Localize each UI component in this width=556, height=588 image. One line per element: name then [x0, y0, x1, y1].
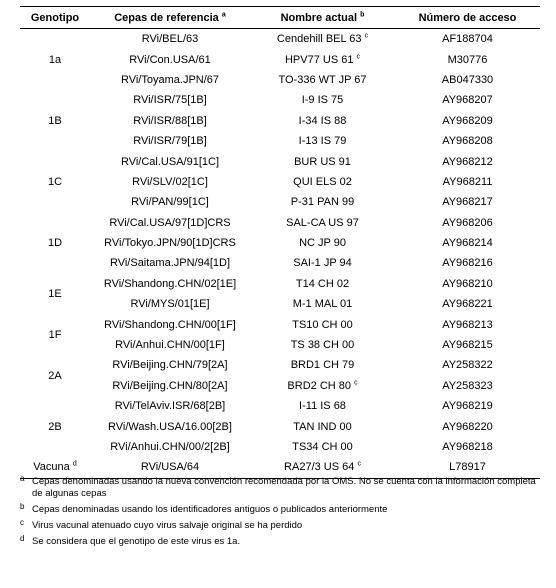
reference-strain-cell: RVi/SLV/02[1C]: [132, 175, 208, 188]
current-name-cell: [250, 90, 395, 110]
header-current-name: [250, 7, 395, 29]
footnote-text: Virus vacunal atenuado cuyo virus salvaje original se ha perdido: [32, 520, 303, 531]
current-name-text: QUI ELS 02: [293, 175, 352, 188]
footnote: [20, 476, 540, 500]
table-row: [20, 233, 540, 253]
current-name-text: TAN IND 00: [293, 420, 352, 433]
current-name-cell: [250, 111, 395, 131]
current-name-cell: [250, 70, 395, 90]
current-name-text: RA27/3 US 64: [284, 461, 355, 474]
reference-strain-cell: RVi/Tokyo.JPN/90[1D]CRS: [104, 237, 236, 250]
table-row: [20, 335, 540, 355]
table-row: [20, 192, 540, 212]
table-row: [20, 70, 540, 90]
table-row: [20, 416, 540, 436]
table-row: [20, 314, 540, 334]
reference-strain-cell: RVi/Wash.USA/16.00[2B]: [108, 420, 232, 433]
accession-number-cell: AY968215: [442, 339, 493, 352]
genotype-label: 2A: [48, 369, 62, 382]
current-name-text: SAL-CA US 97: [286, 216, 359, 229]
header-accession-label: Número de acceso: [418, 11, 517, 24]
accession-number-cell: AY968219: [442, 400, 493, 413]
table-row: [20, 29, 540, 50]
reference-strain-cell: RVi/Toyama.JPN/67: [120, 73, 220, 86]
genotype-label: 1F: [48, 328, 62, 341]
current-name-cell: [250, 49, 395, 69]
genotype-label: 1B: [48, 114, 62, 127]
current-name-text: SAI-1 JP 94: [293, 257, 352, 270]
reference-strains-table: [20, 6, 540, 479]
table-row: [20, 131, 540, 151]
reference-strain-cell: RVi/MYS/01[1E]: [130, 298, 210, 311]
table-row: [20, 457, 540, 478]
current-name-text: TO-336 WT JP 67: [278, 73, 367, 86]
genotype-cell: [20, 355, 90, 396]
accession-number-cell: AY258322: [442, 359, 493, 372]
accession-number-cell: AY968207: [442, 94, 493, 107]
current-name-text: I-34 IS 88: [298, 114, 347, 127]
footnote-text: Cepas denominadas usando la nueva convención recomendada por la OMS. No se cuenta con la información completa de algunas cepas: [32, 476, 536, 499]
current-name-cell: [250, 355, 395, 375]
header-current-name-label: Nombre actual: [280, 11, 358, 24]
table-row: [20, 376, 540, 396]
table-row: [20, 437, 540, 457]
reference-strain-cell: RVi/Cal.USA/97[1D]CRS: [109, 216, 231, 229]
name-footnote-mark: c: [354, 379, 358, 387]
header-name-footnote-mark: b: [360, 10, 365, 18]
genotype-label: Vacuna: [33, 461, 70, 474]
genotype-cell: [20, 151, 90, 212]
reference-strain-cell: RVi/TelAviv.ISR/68[2B]: [114, 400, 226, 413]
footnote-mark: a: [20, 474, 25, 483]
current-name-cell: [250, 151, 395, 171]
header-genotype-label: Genotipo: [30, 11, 80, 24]
accession-number-cell: AY258323: [442, 379, 493, 392]
table-row: [20, 151, 540, 171]
current-name-text: P-31 PAN 99: [290, 196, 355, 209]
accession-number-cell: M30776: [447, 53, 488, 66]
current-name-text: BUR US 91: [294, 155, 351, 168]
reference-strain-cell: RVi/Cal.USA/91[1C]: [120, 155, 220, 168]
reference-strain-cell: RVi/Beijing.CHN/80[2A]: [112, 379, 228, 392]
table-row: [20, 90, 540, 110]
accession-number-cell: AY968211: [442, 175, 493, 188]
current-name-text: I-9 IS 75: [301, 94, 344, 107]
reference-strain-cell: RVi/BEL/63: [141, 33, 199, 46]
current-name-text: TS10 CH 00: [292, 318, 353, 331]
current-name-text: Cendehill BEL 63: [276, 33, 362, 46]
table-row: [20, 213, 540, 233]
reference-strain-cell: RVi/Con.USA/61: [129, 53, 211, 66]
genotype-cell: [20, 314, 90, 355]
name-footnote-mark: c: [364, 32, 369, 40]
current-name-cell: [250, 396, 395, 416]
genotype-footnote-mark: d: [72, 460, 77, 468]
table-row: [20, 355, 540, 375]
footnote-mark: b: [20, 502, 25, 511]
footnote: [20, 504, 540, 516]
genotype-cell: [20, 274, 90, 315]
header-reference: [90, 7, 250, 29]
footnote: [20, 536, 540, 548]
reference-strain-cell: RVi/ISR/79[1B]: [133, 135, 207, 148]
genotype-cell: [20, 213, 90, 274]
genotype-cell: [20, 29, 90, 91]
footnote: [20, 520, 540, 532]
current-name-text: I-13 IS 79: [298, 135, 347, 148]
accession-number-cell: L78917: [395, 457, 540, 478]
current-name-cell: [250, 131, 395, 151]
current-name-text: I-11 IS 68: [299, 400, 346, 413]
genotype-cell: [20, 457, 90, 478]
accession-number-cell: AY968217: [442, 196, 493, 209]
accession-number-cell: AY968218: [442, 441, 493, 453]
reference-strain-cell: RVi/PAN/99[1C]: [131, 196, 209, 209]
genotype-label: 1C: [47, 175, 63, 188]
table-row: [20, 274, 540, 294]
current-name-cell: [250, 416, 395, 436]
current-name-cell: [250, 376, 395, 396]
accession-number-cell: AY968208: [442, 135, 493, 148]
genotype-cell: [20, 90, 90, 151]
current-name-cell: [250, 29, 395, 50]
current-name-cell: [250, 294, 395, 314]
current-name-cell: [250, 274, 395, 294]
reference-strain-cell: RVi/Shandong.CHN/02[1E]: [103, 277, 237, 290]
accession-number-cell: AY968214: [442, 237, 493, 250]
footnote-mark: c: [20, 518, 24, 527]
header-accession: [395, 7, 540, 29]
current-name-cell: [250, 192, 395, 212]
table-header-row: [20, 7, 540, 29]
current-name-cell: [250, 457, 395, 478]
reference-strain-cell: RVi/Beijing.CHN/79[2A]: [112, 359, 228, 372]
name-footnote-mark: c: [357, 460, 361, 468]
accession-number-cell: AY968209: [442, 114, 493, 127]
reference-strain-cell: RVi/USA/64: [90, 457, 250, 478]
reference-strain-cell: RVi/ISR/88[1B]: [133, 114, 207, 127]
current-name-text: TS34 CH 00: [292, 441, 353, 453]
header-reference-label: Cepas de referencia: [114, 11, 219, 24]
accession-number-cell: AF188704: [442, 33, 493, 46]
reference-strain-cell: RVi/Anhui.CHN/00/2[2B]: [110, 441, 230, 453]
current-name-cell: [250, 314, 395, 334]
current-name-cell: [250, 253, 395, 273]
current-name-cell: [250, 437, 395, 457]
genotype-label: 1E: [48, 288, 62, 301]
accession-number-cell: AY968221: [442, 298, 493, 311]
accession-number-cell: AY968210: [442, 277, 493, 290]
reference-strain-cell: RVi/Shandong.CHN/00[1F]: [104, 318, 236, 331]
current-name-cell: [250, 233, 395, 253]
current-name-cell: [250, 335, 395, 355]
genotype-cell: [20, 396, 90, 457]
table-row: [20, 396, 540, 416]
table-row: [20, 49, 540, 69]
current-name-text: T14 CH 02: [295, 277, 350, 290]
accession-number-cell: AY968212: [442, 155, 493, 168]
reference-strain-cell: RVi/Anhui.CHN/00[1F]: [115, 339, 225, 352]
reference-strain-cell: RVi/Saitama.JPN/94[1D]: [109, 257, 231, 270]
table-row: [20, 111, 540, 131]
table-row: [20, 294, 540, 314]
genotype-label: 1a: [48, 53, 62, 66]
current-name-cell: [250, 172, 395, 192]
footnote-mark: d: [20, 534, 25, 543]
footnotes: [20, 476, 540, 552]
footnote-text: Se considera que el genotipo de este virus es 1a.: [32, 536, 241, 547]
genotype-label: 1D: [47, 237, 63, 250]
table-row: [20, 172, 540, 192]
header-genotype: [20, 7, 90, 29]
accession-number-cell: AY968206: [442, 216, 493, 229]
current-name-text: HPV77 US 61: [284, 53, 354, 66]
current-name-text: M-1 MAL 01: [292, 298, 353, 311]
current-name-text: NC JP 90: [299, 237, 346, 250]
genotype-label: 2B: [48, 420, 62, 433]
accession-number-cell: AY968213: [442, 318, 493, 331]
current-name-text: TS 38 CH 00: [290, 339, 355, 352]
accession-number-cell: AY968220: [442, 420, 493, 433]
table-row: [20, 253, 540, 273]
accession-number-cell: AY968216: [442, 257, 493, 270]
footnote-text: Cepas denominadas usando los identificadores antiguos o publicados anteriormente: [32, 504, 388, 515]
name-footnote-mark: c: [356, 52, 361, 60]
reference-strain-cell: RVi/ISR/75[1B]: [133, 94, 207, 107]
accession-number-cell: AB047330: [441, 73, 494, 86]
table-body: [20, 29, 540, 479]
header-reference-footnote-mark: a: [221, 10, 226, 18]
current-name-text: BRD1 CH 79: [290, 359, 355, 372]
current-name-cell: [250, 213, 395, 233]
current-name-text: BRD2 CH 80: [287, 379, 351, 392]
